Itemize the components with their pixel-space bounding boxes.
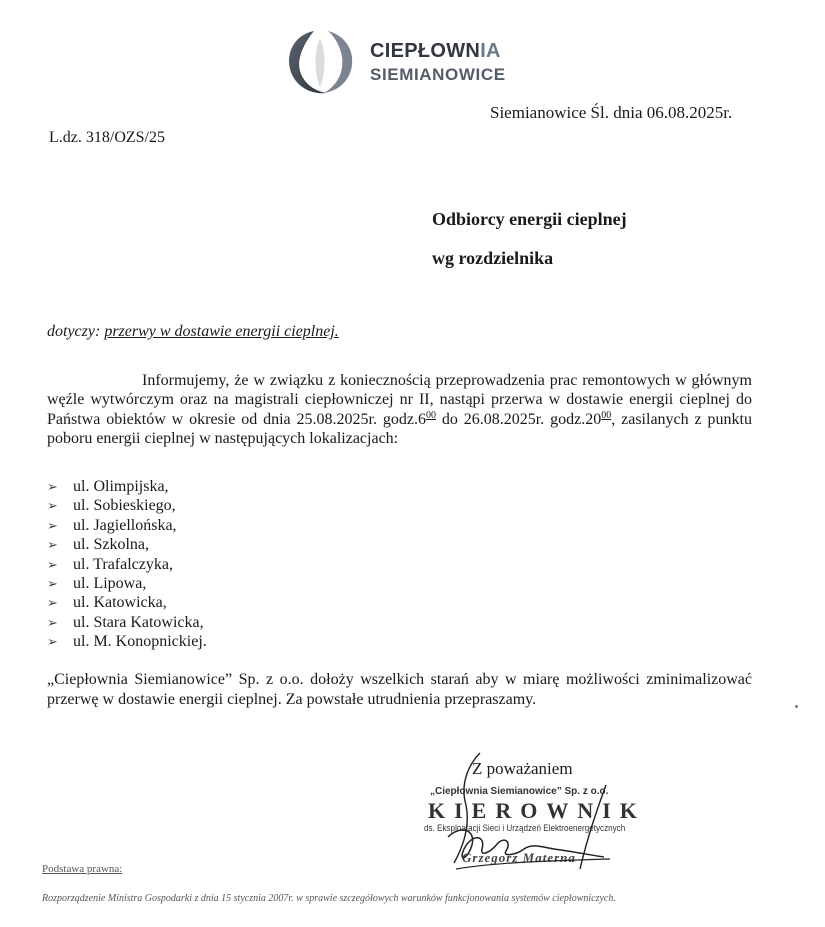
street-item: [47, 574, 207, 593]
subject-line: [47, 323, 339, 341]
company-logo: [284, 27, 534, 97]
street-item: [47, 555, 207, 574]
street-name: ul. Trafalczyka,: [73, 555, 173, 573]
legal-basis-text: Rozporządzenie Ministra Gospodarki z dnia 15 stycznia 2007r. w sprawie szczegółowych warunków funkcjonowania systemów ciepłowniczych.: [42, 893, 616, 904]
letter-date: Siemianowice Śl. dnia 06.08.2025r.: [490, 103, 733, 122]
street-item: [47, 516, 207, 535]
logo-text-line2: SIEMIANOWICE: [370, 65, 506, 84]
stamp-title: KIEROWNIK: [428, 798, 646, 823]
stamp-company: „Ciepłownia Siemianowice” Sp. z o.o.: [430, 786, 609, 797]
arrow-bullet-icon: ➢: [47, 595, 58, 611]
street-item: [47, 535, 207, 554]
subject-text: przerwy w dostawie energii cieplnej.: [104, 323, 339, 340]
street-name: ul. Szkolna,: [73, 536, 149, 554]
arrow-bullet-icon: ➢: [47, 479, 58, 494]
arrow-bullet-icon: ➢: [47, 634, 58, 650]
scan-speck: [795, 705, 798, 708]
closing-paragraph: „Ciepłownia Siemianowice” Sp. z o.o. dołoży wszelkich starań aby w miarę możliwości zminimalizować przerwę w dostawie energii cieplnej. Za powstałe utrudnienia przepraszamy.: [47, 671, 752, 708]
arrow-bullet-icon: ➢: [47, 614, 58, 630]
street-name: ul. Olimpijska,: [73, 478, 169, 495]
logo-emblem-icon: [284, 27, 358, 97]
reference-number: L.dz. 318/OZS/25: [49, 129, 165, 146]
street-item: [47, 496, 207, 515]
body-paragraph: [47, 371, 752, 448]
body-part3: , zasilanych z punktu poboru energii cieplnej w następujących lokalizacjach:: [47, 410, 752, 447]
recipient-line1: Odbiorcy energii cieplnej: [432, 209, 627, 229]
street-name: ul. Katowicka,: [73, 594, 167, 612]
street-name: ul. Sobieskiego,: [73, 497, 176, 515]
street-item: [47, 632, 207, 651]
street-name: ul. Jagiellońska,: [73, 516, 177, 534]
time-superscript-2: 00: [601, 409, 612, 421]
arrow-bullet-icon: ➢: [47, 537, 58, 553]
recipient-line2: wg rozdzielnika: [432, 248, 554, 268]
logo-text-line1: CIEPŁOWNIA: [370, 40, 501, 62]
street-name: ul. Lipowa,: [73, 575, 147, 593]
stamp-department: ds. Eksploatacji Sieci i Urządzeń Elektroenergetycznych: [424, 823, 626, 833]
regards-text: Z poważaniem: [472, 759, 573, 778]
subject-label: dotyczy:: [47, 323, 101, 340]
street-item: [47, 593, 207, 612]
arrow-bullet-icon: ➢: [47, 517, 58, 533]
arrow-bullet-icon: ➢: [47, 576, 58, 592]
street-name: ul. M. Konopnickiej.: [73, 633, 207, 651]
time-superscript-1: 00: [426, 409, 436, 421]
body-part2: do 26.08.2025r. godz.20: [436, 410, 602, 428]
street-item: [47, 613, 207, 632]
arrow-bullet-icon: ➢: [47, 556, 58, 572]
body-part1: Informujemy, że w związku z koniecznością przeprowadzenia prac remontowych w głównym węźle wytwórczym oraz na magistrali ciepłowniczej nr II, nastąpi przerwa w dostawie energii cieplnej do Państwa obiektów w okresie od dnia 25.08.2025r. godz.6: [47, 372, 752, 428]
stamp-name: Grzegorz Materna: [462, 850, 576, 865]
arrow-bullet-icon: ➢: [47, 498, 58, 514]
street-list: [47, 477, 207, 652]
street-name: ul. Stara Katowicka,: [73, 613, 204, 631]
street-item: [47, 477, 207, 496]
legal-basis-title: Podstawa prawna:: [42, 863, 123, 875]
